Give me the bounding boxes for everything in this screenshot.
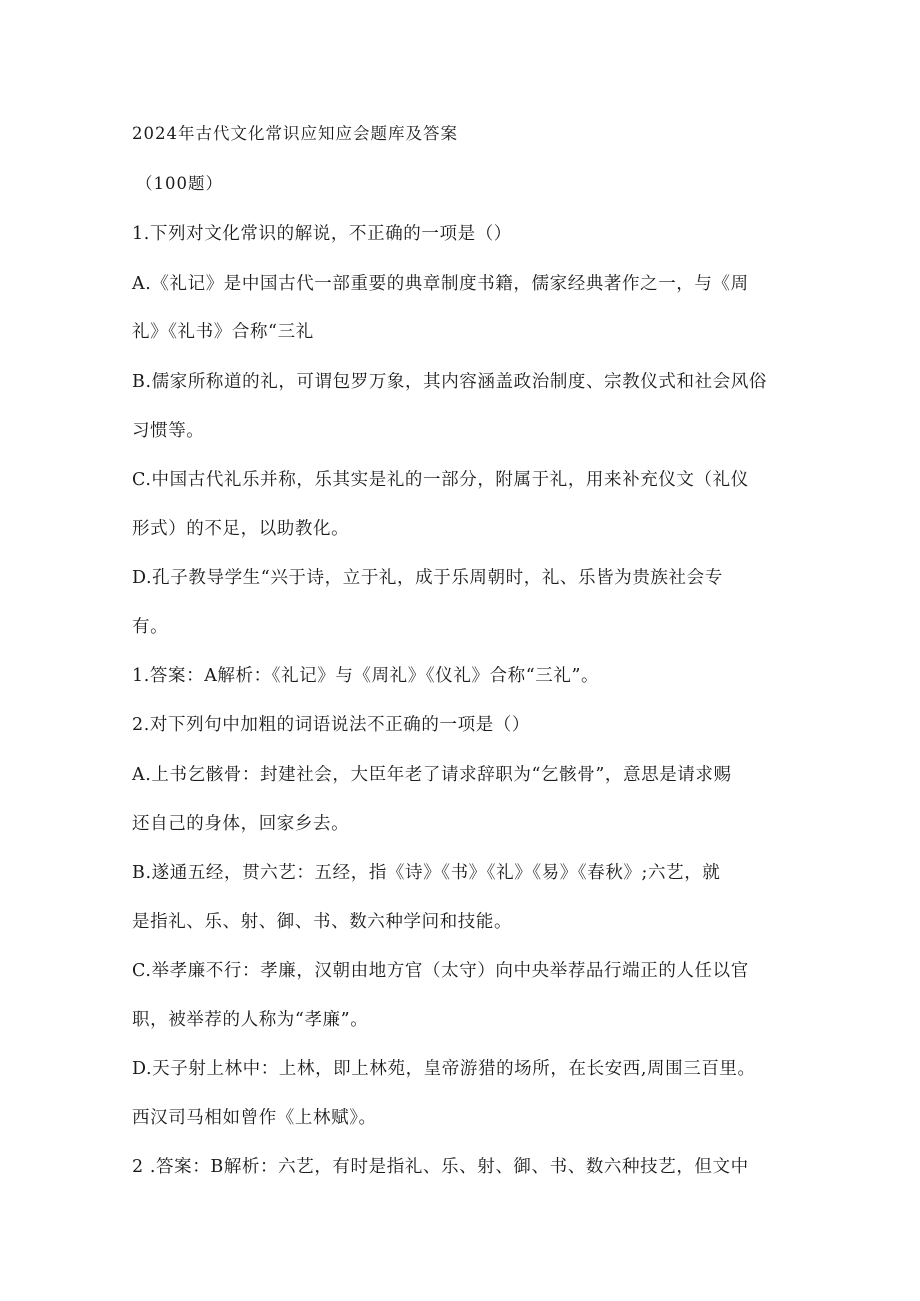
question-2-option-d-cont: 西汉司马相如曾作《上林赋》。 [132,1108,377,1128]
question-1-option-d-cont: 有。 [132,617,169,637]
question-1-option-c-cont: 形式）的不足，以助教化。 [132,519,350,539]
question-1-option-a: A.《礼记》是中国古代一部重要的典章制度书籍，儒家经典著作之一，与《周 [132,274,749,294]
question-2-stem: 2.对下列句中加粗的词语说法不正确的一项是（） [132,715,530,735]
question-2-option-c: C.举孝廉不行：孝廉，汉朝由地方官（太守）向中央举荐品行端正的人任以官 [132,961,749,981]
question-1-option-b: B.儒家所称道的礼，可谓包罗万象，其内容涵盖政治制度、宗教仪式和社会风俗 [132,372,768,392]
question-2-option-d: D.天子射上林中：上林，即上林苑，皇帝游猎的场所，在长安西,周围三百里。 [132,1059,756,1079]
question-1-option-d: D.孔子教导学生“兴于诗，立于礼，成于乐周朝时，礼、乐皆为贵族社会专 [132,568,723,588]
question-2-option-a-cont: 还自己的身体，回家乡去。 [132,814,350,834]
question-1-option-c: C.中国古代礼乐并称，乐其实是礼的一部分，附属于礼，用来补充仪文（礼仪 [132,470,749,490]
question-2-option-c-cont: 职，被举荐的人称为“孝廉”。 [132,1010,369,1030]
question-1-option-a-cont: 礼》《礼书》合称“三礼 [132,322,314,342]
question-2-answer: 2 .答案：B解析：六艺，有时是指礼、乐、射、御、书、数六种技艺，但文中 [132,1157,749,1177]
question-2-option-b-cont: 是指礼、乐、射、御、书、数六种学问和技能。 [132,912,513,932]
question-2-option-b: B.遂通五经，贯六艺：五经，指《诗》《书》《礼》《易》《春秋》;六艺，就 [132,863,721,883]
question-1-answer: 1.答案：A解析：《礼记》与《周礼》《仪礼》合称“三礼”。 [132,666,600,686]
question-2-option-a: A.上书乞骸骨：封建社会，大臣年老了请求辞职为“乞骸骨”，意思是请求赐 [132,765,732,785]
question-1-stem: 1.下列对文化常识的解说，不正确的一项是（） [132,224,512,244]
document-subtitle: （100题） [136,174,223,193]
document-title: 2024年古代文化常识应知应会题库及答案 [132,124,458,143]
question-1-option-b-cont: 习惯等。 [132,421,205,441]
